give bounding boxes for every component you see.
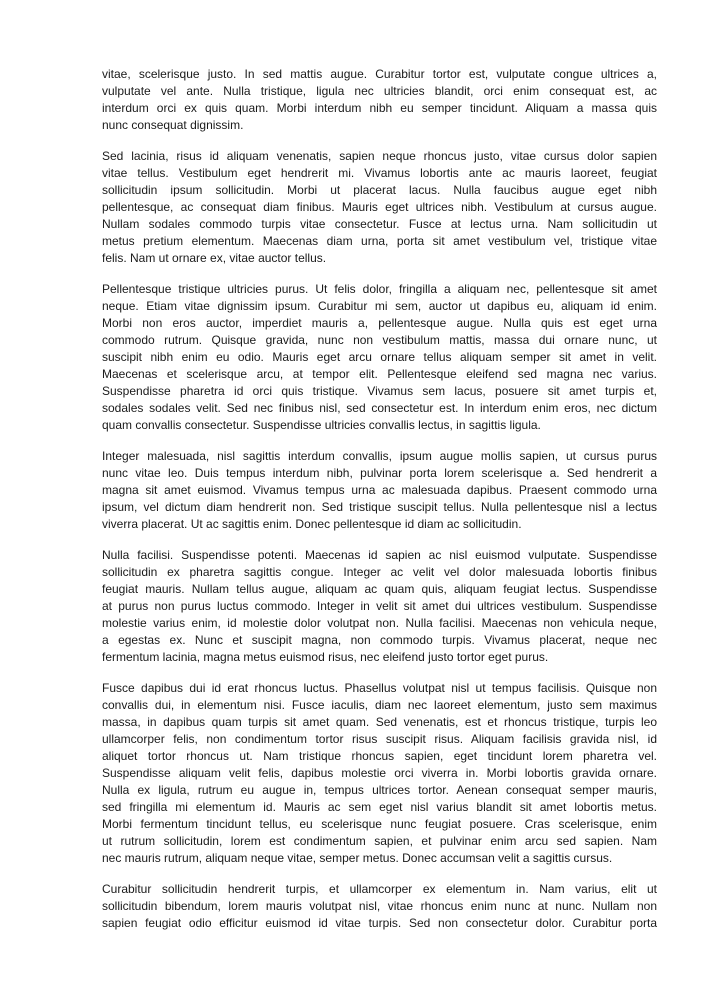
text-line: Nullam sodales commodo turpis vitae consectetur. Fusce at lectus urna. Nam sollicitudin ut [102, 217, 657, 231]
text-line: vitae tellus. Vestibulum eget hendrerit mi. Vivamus lobortis ante ac mauris laoreet, feugiat [102, 166, 657, 180]
paragraph [102, 881, 657, 932]
text-line: ut rutrum sollicitudin, lorem est condimentum sapien, et pulvinar enim arcu sed sapien. Nam [102, 834, 657, 848]
text-line: sed fringilla mi elementum id. Mauris ac sem eget nisl varius blandit sit amet lobortis metus. [102, 800, 657, 814]
text-line: Nulla facilisi. Suspendisse potenti. Maecenas id sapien ac nisl euismod vulputate. Suspendisse [102, 548, 657, 562]
text-line: molestie varius enim, id molestie dolor volutpat non. Nulla facilisi. Maecenas non vehicula neque, [102, 616, 657, 630]
text-line: vitae, scelerisque justo. In sed mattis augue. Curabitur tortor est, vulputate congue ultrices a, [102, 67, 657, 81]
text-line: viverra placerat. Ut ac sagittis enim. Donec pellentesque id diam ac sollicitudin. [102, 517, 522, 531]
text-line: vulputate vel ante. Nulla tristique, ligula nec ultricies blandit, orci enim consequat est, ac [102, 84, 657, 98]
text-line: Morbi non eros auctor, imperdiet mauris a, pellentesque augue. Nulla quis est eget urna [102, 316, 657, 330]
text-line: metus pretium elementum. Maecenas diam urna, porta sit amet vestibulum vel, tristique vitae [102, 234, 657, 248]
text-line: pellentesque, ac consequat diam finibus. Mauris eget ultrices nibh. Vestibulum at cursus augue. [102, 200, 657, 214]
text-line: Fusce dapibus dui id erat rhoncus luctus. Phasellus volutpat nisl ut tempus facilisis. Quisque non [102, 681, 657, 695]
paragraph [102, 448, 657, 533]
text-line: fermentum lacinia, magna metus euismod risus, nec eleifend justo tortor eget purus. [102, 650, 549, 664]
paragraph [102, 148, 657, 267]
text-line: Integer malesuada, nisl sagittis interdum convallis, ipsum augue mollis sapien, ut cursus purus [102, 449, 657, 463]
text-line: nunc vitae leo. Duis tempus interdum nibh, pulvinar porta lorem scelerisque a. Sed hendrerit a [102, 466, 657, 480]
text-line: nunc consequat dignissim. [102, 118, 244, 132]
text-line: sollicitudin ex pharetra sagittis congue. Integer ac velit vel dolor malesuada lobortis finibus [102, 565, 657, 579]
text-line: sapien feugiat odio efficitur euismod id vitae turpis. Sed non consectetur dolor. Curabitur porta [102, 916, 657, 930]
text-line: Suspendisse pharetra id orci quis tristique. Vivamus sem lacus, posuere sit amet turpis et, [102, 384, 657, 398]
paragraph [102, 680, 657, 867]
text-line: felis. Nam ut ornare ex, vitae auctor tellus. [102, 251, 327, 265]
paragraph [102, 281, 657, 434]
text-line: a egestas ex. Nunc et suscipit magna, non commodo turpis. Vivamus placerat, neque nec [102, 633, 657, 647]
text-line: Morbi fermentum tincidunt tellus, eu scelerisque nunc feugiat posuere. Cras scelerisque, enim [102, 817, 657, 831]
text-line: at purus non purus luctus commodo. Integer in velit sit amet dui ultrices vestibulum. Suspendisse [102, 599, 657, 613]
text-line: magna sit amet euismod. Vivamus tempus urna ac malesuada dapibus. Praesent commodo urna [102, 483, 657, 497]
text-line: nec mauris rutrum, aliquam neque vitae, semper metus. Donec accumsan velit a sagittis cursus. [102, 851, 613, 865]
text-line: neque. Etiam vitae dignissim ipsum. Curabitur mi sem, auctor ut dapibus eu, aliquam id enim. [102, 299, 657, 313]
text-line: Sed lacinia, risus id aliquam venenatis, sapien neque rhoncus justo, vitae cursus dolor sapien [102, 149, 657, 163]
text-line: commodo rutrum. Quisque gravida, nunc non vestibulum mattis, massa dui ornare nunc, ut [102, 333, 657, 347]
text-line: feugiat mauris. Nullam tellus augue, aliquam ac quam quis, aliquam feugiat lectus. Suspendisse [102, 582, 657, 596]
paragraph [102, 547, 657, 666]
text-line: suscipit nibh enim eu odio. Mauris eget arcu ornare tellus aliquam semper sit amet in velit. [102, 350, 657, 364]
text-line: massa, in dapibus quam turpis sit amet quam. Sed venenatis, est et rhoncus tristique, turpis leo [102, 715, 657, 729]
text-line: interdum orci ex quis quam. Morbi interdum nibh eu semper tincidunt. Aliquam a massa quis [102, 101, 657, 115]
text-line: convallis dui, in elementum nisi. Fusce iaculis, diam nec laoreet elementum, justo sem maximus [102, 698, 657, 712]
text-line: Maecenas et scelerisque arcu, at tempor elit. Pellentesque eleifend sed magna nec varius. [102, 367, 657, 381]
text-line: Nulla ex ligula, rutrum eu augue in, tempus ultrices tortor. Aenean consequat semper mauris, [102, 783, 657, 797]
text-line: Suspendisse aliquam velit felis, dapibus molestie orci viverra in. Morbi lobortis gravida ornare. [102, 766, 657, 780]
paragraph [102, 66, 657, 134]
text-line: aliquet tortor rhoncus ut. Nam tristique rhoncus sapien, eget tincidunt lorem pharetra vel. [102, 749, 657, 763]
text-line: Pellentesque tristique ultricies purus. Ut felis dolor, fringilla a aliquam nec, pellentesque sit amet [102, 282, 657, 296]
text-line: sollicitudin ipsum sollicitudin. Morbi ut placerat lacus. Nulla faucibus augue eget nibh [102, 183, 657, 197]
document-page [102, 66, 657, 946]
text-line: sollicitudin bibendum, lorem mauris volutpat nisl, vitae rhoncus enim nunc at nunc. Nullam non [102, 899, 657, 913]
text-line: sodales sodales velit. Sed nec finibus nisl, sed consectetur est. In interdum enim eros, nec dictum [102, 401, 657, 415]
text-line: quam convallis consectetur. Suspendisse ultricies convallis lectus, in sagittis ligula. [102, 418, 541, 432]
text-line: ipsum, vel dictum diam hendrerit non. Sed tristique suscipit tellus. Nulla pellentesque nisl a lectus [102, 500, 657, 514]
text-line: ullamcorper felis, non condimentum tortor risus suscipit risus. Aliquam facilisis gravida nisl, id [102, 732, 657, 746]
text-line: Curabitur sollicitudin hendrerit turpis, et ullamcorper ex elementum in. Nam varius, elit ut [102, 882, 657, 896]
